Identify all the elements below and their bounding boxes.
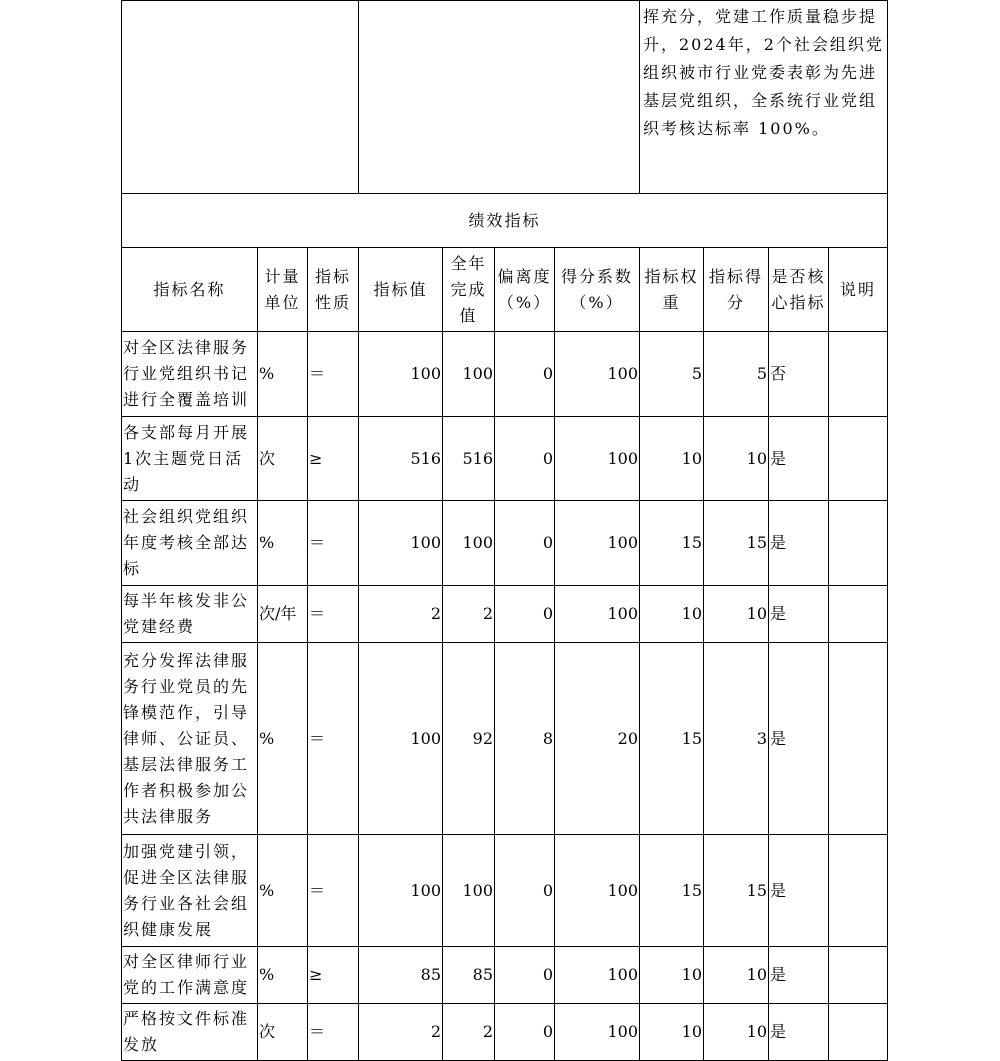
- indicator-unit: %: [258, 332, 308, 417]
- table-row: [122, 417, 888, 501]
- indicator-note: [829, 1004, 888, 1061]
- indicator-score-coef: 100: [555, 501, 640, 586]
- indicator-score-coef: 100: [555, 835, 640, 947]
- indicator-weight: 10: [640, 1004, 704, 1061]
- indicator-target: 2: [359, 1004, 443, 1061]
- header-score-coef: 得分系数（%）: [555, 248, 640, 332]
- indicator-core: 否: [769, 332, 829, 417]
- indicator-core: 是: [769, 643, 829, 835]
- indicator-name: 社会组织党组织年度考核全部达标: [122, 501, 258, 586]
- indicator-name: 充分发挥法律服务行业党员的先锋模范作，引导律师、公证员、基层法律服务工作者积极参加公共法律服务: [122, 643, 258, 835]
- indicator-nature: ＝: [308, 501, 359, 586]
- indicator-score: 5: [704, 332, 769, 417]
- indicator-actual: 2: [443, 586, 495, 643]
- indicator-name: 各支部每月开展1次主题党日活动: [122, 417, 258, 501]
- indicator-weight: 10: [640, 586, 704, 643]
- indicator-score: 10: [704, 1004, 769, 1061]
- indicator-deviation: 0: [495, 332, 555, 417]
- indicator-core: 是: [769, 947, 829, 1004]
- indicator-nature: ＝: [308, 643, 359, 835]
- indicator-actual: 2: [443, 1004, 495, 1061]
- indicator-score: 10: [704, 417, 769, 501]
- indicator-target: 85: [359, 947, 443, 1004]
- indicator-score-coef: 100: [555, 417, 640, 501]
- header-score: 指标得分: [704, 248, 769, 332]
- indicator-target: 100: [359, 643, 443, 835]
- indicator-actual: 100: [443, 332, 495, 417]
- indicator-nature: ＝: [308, 835, 359, 947]
- indicator-target: 100: [359, 501, 443, 586]
- indicator-name: 对全区律师行业党的工作满意度: [122, 947, 258, 1004]
- table-row: [122, 835, 888, 947]
- indicator-deviation: 0: [495, 586, 555, 643]
- indicator-weight: 15: [640, 643, 704, 835]
- indicator-score: 3: [704, 643, 769, 835]
- indicator-weight: 5: [640, 332, 704, 417]
- indicator-note: [829, 947, 888, 1004]
- indicator-name: 对全区法律服务行业党组织书记进行全覆盖培训: [122, 332, 258, 417]
- header-deviation: 偏离度（%）: [495, 248, 555, 332]
- indicator-weight: 15: [640, 835, 704, 947]
- indicator-name: 每半年核发非公党建经费: [122, 586, 258, 643]
- continuation-row: [122, 1, 888, 194]
- indicator-unit: %: [258, 947, 308, 1004]
- indicator-score-coef: 20: [555, 643, 640, 835]
- indicator-deviation: 0: [495, 835, 555, 947]
- continuation-text: 挥充分，党建工作质量稳步提升，2024年，2个社会组织党组织被市行业党委表彰为先进基层党组织，全系统行业党组织考核达标率 100%。: [640, 1, 888, 194]
- indicator-unit: 次: [258, 1004, 308, 1061]
- indicator-actual: 516: [443, 417, 495, 501]
- performance-table: [121, 0, 888, 1061]
- indicator-core: 是: [769, 835, 829, 947]
- indicator-note: [829, 332, 888, 417]
- indicator-name: 严格按文件标准发放: [122, 1004, 258, 1061]
- header-actual: 全年完成值: [443, 248, 495, 332]
- indicator-note: [829, 586, 888, 643]
- indicator-nature: ≥: [308, 947, 359, 1004]
- indicator-score-coef: 100: [555, 1004, 640, 1061]
- indicator-score-coef: 100: [555, 332, 640, 417]
- indicator-unit: 次/年: [258, 586, 308, 643]
- indicator-actual: 100: [443, 835, 495, 947]
- indicator-nature: ＝: [308, 332, 359, 417]
- indicator-score: 10: [704, 947, 769, 1004]
- section-title: 绩效指标: [122, 194, 888, 248]
- header-unit: 计量单位: [258, 248, 308, 332]
- indicator-unit: 次: [258, 417, 308, 501]
- indicator-unit: %: [258, 501, 308, 586]
- section-title-row: [122, 194, 888, 248]
- indicator-deviation: 0: [495, 947, 555, 1004]
- indicator-actual: 100: [443, 501, 495, 586]
- indicator-note: [829, 417, 888, 501]
- indicator-score: 15: [704, 835, 769, 947]
- indicator-core: 是: [769, 1004, 829, 1061]
- indicator-score-coef: 100: [555, 586, 640, 643]
- indicator-core: 是: [769, 417, 829, 501]
- indicator-deviation: 0: [495, 1004, 555, 1061]
- indicator-core: 是: [769, 501, 829, 586]
- indicator-unit: %: [258, 835, 308, 947]
- header-weight: 指标权重: [640, 248, 704, 332]
- indicator-score: 10: [704, 586, 769, 643]
- table-row: [122, 947, 888, 1004]
- indicator-target: 516: [359, 417, 443, 501]
- indicator-actual: 92: [443, 643, 495, 835]
- table-row: [122, 501, 888, 586]
- indicator-actual: 85: [443, 947, 495, 1004]
- table-row: [122, 332, 888, 417]
- header-nature: 指标性质: [308, 248, 359, 332]
- indicator-weight: 10: [640, 417, 704, 501]
- indicator-weight: 10: [640, 947, 704, 1004]
- header-row: [122, 248, 888, 332]
- indicator-weight: 15: [640, 501, 704, 586]
- indicator-score-coef: 100: [555, 947, 640, 1004]
- indicator-note: [829, 643, 888, 835]
- indicator-core: 是: [769, 586, 829, 643]
- indicator-nature: ＝: [308, 586, 359, 643]
- indicator-nature: ＝: [308, 1004, 359, 1061]
- continuation-cell-1: [122, 1, 359, 194]
- indicator-deviation: 0: [495, 501, 555, 586]
- header-note: 说明: [829, 248, 888, 332]
- indicator-target: 100: [359, 835, 443, 947]
- indicator-nature: ≥: [308, 417, 359, 501]
- indicator-target: 100: [359, 332, 443, 417]
- indicator-note: [829, 501, 888, 586]
- indicator-note: [829, 835, 888, 947]
- indicator-name: 加强党建引领，促进全区法律服务行业各社会组织健康发展: [122, 835, 258, 947]
- indicator-score: 15: [704, 501, 769, 586]
- indicator-unit: %: [258, 643, 308, 835]
- table-row: [122, 1004, 888, 1061]
- indicator-deviation: 0: [495, 417, 555, 501]
- table-row: [122, 643, 888, 835]
- continuation-cell-2: [359, 1, 640, 194]
- header-core: 是否核心指标: [769, 248, 829, 332]
- indicator-target: 2: [359, 586, 443, 643]
- header-target: 指标值: [359, 248, 443, 332]
- table-row: [122, 586, 888, 643]
- header-name: 指标名称: [122, 248, 258, 332]
- indicator-deviation: 8: [495, 643, 555, 835]
